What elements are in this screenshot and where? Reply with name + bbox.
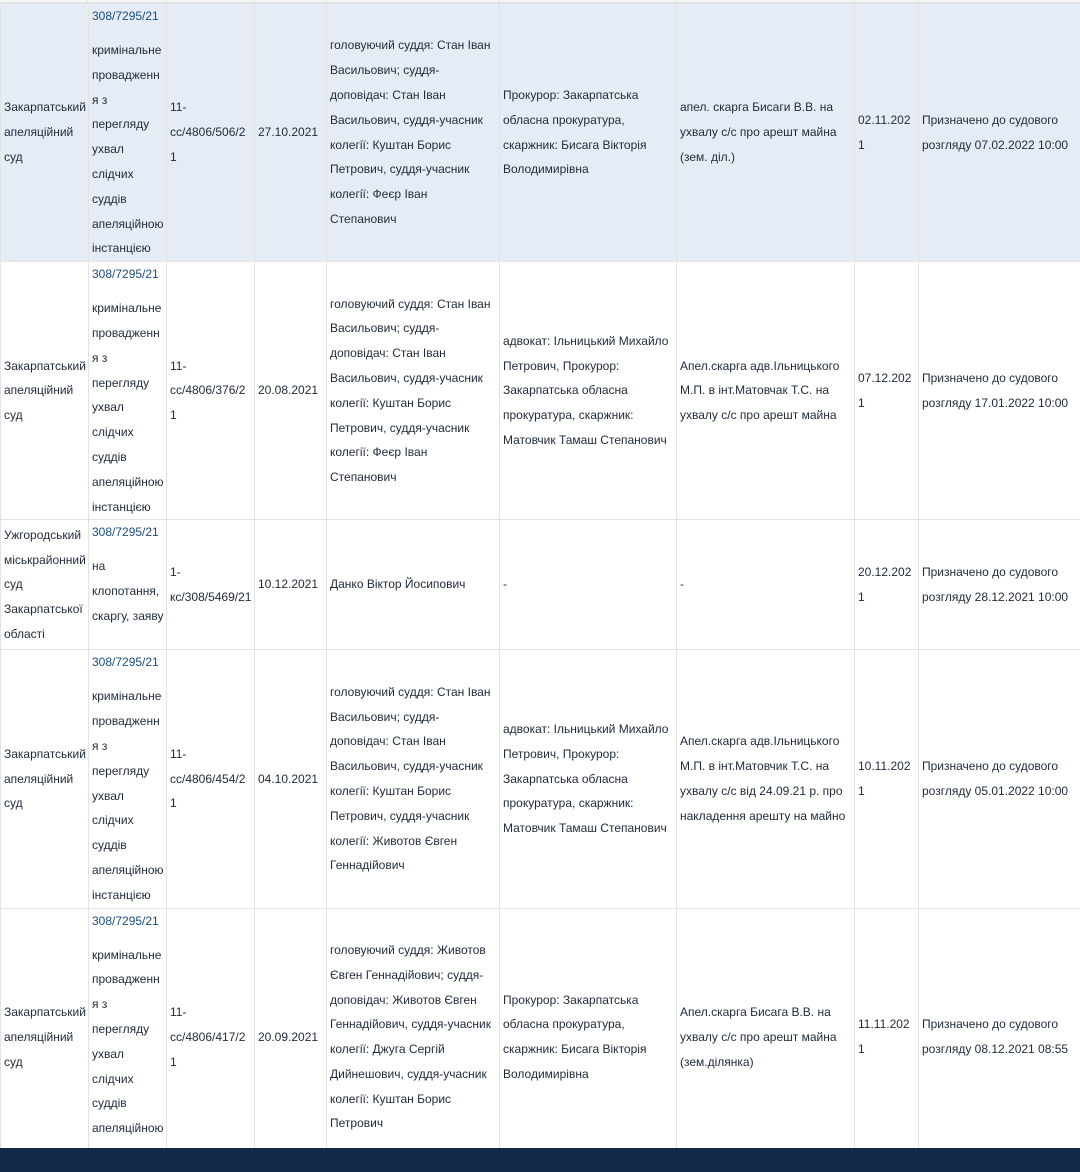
judges-cell: головуючий суддя: Стан Іван Васильович; суддя-доповідач: Стан Іван Васильович, суддя-учасник колегії: Куштан Борис Петрович, суддя-учасник колегії: Феєр Іван Степанович <box>327 4 500 262</box>
appointed-date-cell: 11.11.2021 <box>855 908 919 1166</box>
court-cell: Закарпатський апеляційний суд <box>1 908 89 1166</box>
appointed-date-cell: 20.12.2021 <box>855 520 919 650</box>
case-number-link[interactable]: 308/7295/21 <box>92 913 159 928</box>
proceeding-number-cell: 11-cc/4806/454/21 <box>167 650 255 908</box>
proceeding-form: кримінальне провадження з перегляду ухвал слідчих суддів апеляційною інстанцією <box>92 689 164 902</box>
case-number-link[interactable]: 308/7295/21 <box>92 655 159 670</box>
proceeding-number-cell: 11-cc/4806/417/21 <box>167 908 255 1166</box>
parties-cell: адвокат: Ільницький Михайло Петрович, Прокурор: Закарпатська обласна прокуратура, скаржник: Матовчик Тамаш Степанович <box>500 262 677 520</box>
judges-cell: Данко Віктор Йосипович <box>327 520 500 650</box>
appointed-date-cell: 10.11.2021 <box>855 650 919 908</box>
case-number-link[interactable]: 308/7295/21 <box>92 9 159 23</box>
table-row[interactable] <box>1 520 1080 650</box>
proceeding-form: на клопотання, скаргу, заяву <box>92 559 164 623</box>
parties-cell: Прокурор: Закарпатська обласна прокуратура, скаржник: Бисага Вікторія Володимирівна <box>500 4 677 262</box>
case-cell <box>89 520 167 650</box>
case-cell <box>89 4 167 262</box>
parties-cell: адвокат: Ільницький Михайло Петрович, Прокурор: Закарпатська обласна прокуратура, скаржник: Матовчик Тамаш Степанович <box>500 650 677 908</box>
subject-cell: Апел.скарга адв.Ільницького М.П. в інт.Матовчак Т.С. на ухвалу с/с про арешт майна <box>677 262 855 520</box>
case-number-link[interactable]: 308/7295/21 <box>92 525 159 540</box>
case-number-link[interactable]: 308/7295/21 <box>92 267 159 282</box>
case-cell <box>89 908 167 1166</box>
proceeding-form: кримінальне провадження з перегляду ухвал слідчих суддів апеляційною інстанцією <box>92 43 164 256</box>
judges-cell: головуючий суддя: Животов Євген Геннадійович; суддя-доповідач: Животов Євген Геннадійович, суддя-учасник колегії: Джуга Сергій Дийнешович, суддя-учасник колегії: Куштан Борис Петрович <box>327 908 500 1166</box>
registration-date-cell: 27.10.2021 <box>255 4 327 262</box>
registration-date-cell: 20.09.2021 <box>255 908 327 1166</box>
registration-date-cell: 20.08.2021 <box>255 262 327 520</box>
proceeding-number-cell: 11-cc/4806/506/21 <box>167 4 255 262</box>
case-cell <box>89 650 167 908</box>
proceeding-form: кримінальне провадження з перегляду ухвал слідчих суддів апеляційною <box>92 947 164 1136</box>
court-cell: Ужгородський міськрайонний суд Закарпатської області <box>1 520 89 650</box>
court-cell: Закарпатський апеляційний суд <box>1 4 89 262</box>
subject-cell: Апел.скарга адв.Ільницького М.П. в інт.Матовчик Т.С. на ухвалу с/с від 24.09.21 р. про накладення арешту на майно <box>677 650 855 908</box>
judges-cell: головуючий суддя: Стан Іван Васильович; суддя-доповідач: Стан Іван Васильович, суддя-учасник колегії: Куштан Борис Петрович, суддя-учасник колегії: Животов Євген Геннадійович <box>327 650 500 908</box>
subject-cell: - <box>677 520 855 650</box>
appointed-date-cell: 02.11.2021 <box>855 4 919 262</box>
status-cell: Призначено до судового розгляду 05.01.2022 10:00 <box>919 650 1080 908</box>
proceeding-number-cell: 11-cc/4806/376/21 <box>167 262 255 520</box>
proceeding-form: кримінальне провадження з перегляду ухвал слідчих суддів апеляційною інстанцією <box>92 301 164 514</box>
table-row[interactable] <box>1 908 1080 1166</box>
status-cell: Призначено до судового розгляду 17.01.2022 10:00 <box>919 262 1080 520</box>
status-cell: Призначено до судового розгляду 28.12.2021 10:00 <box>919 520 1080 650</box>
status-cell: Призначено до судового розгляду 08.12.2021 08:55 <box>919 908 1080 1166</box>
parties-cell: - <box>500 520 677 650</box>
subject-cell: апел. скарга Бисаги В.В. на ухвалу с/с про арешт майна (зем. діл.) <box>677 4 855 262</box>
table-row[interactable] <box>1 4 1080 262</box>
court-cell: Закарпатський апеляційний суд <box>1 650 89 908</box>
parties-cell: Прокурор: Закарпатська обласна прокуратура, скаржник: Бисага Вікторія Володимирівна <box>500 908 677 1166</box>
registration-date-cell: 04.10.2021 <box>255 650 327 908</box>
status-cell: Призначено до судового розгляду 07.02.2022 10:00 <box>919 4 1080 262</box>
court-hearings-table <box>0 3 1080 1167</box>
proceeding-number-cell: 1-кс/308/5469/21 <box>167 520 255 650</box>
appointed-date-cell: 07.12.2021 <box>855 262 919 520</box>
subject-cell: Апел.скарга Бисага В.В. на ухвалу с/с про арешт майна (зем.ділянка) <box>677 908 855 1166</box>
table-row[interactable] <box>1 650 1080 908</box>
court-cell: Закарпатський апеляційний суд <box>1 262 89 520</box>
table-row[interactable] <box>1 262 1080 520</box>
footer-bar <box>0 1148 1080 1172</box>
judges-cell: головуючий суддя: Стан Іван Васильович; суддя-доповідач: Стан Іван Васильович, суддя-учасник колегії: Куштан Борис Петрович, суддя-учасник колегії: Феєр Іван Степанович <box>327 262 500 520</box>
case-cell <box>89 262 167 520</box>
registration-date-cell: 10.12.2021 <box>255 520 327 650</box>
